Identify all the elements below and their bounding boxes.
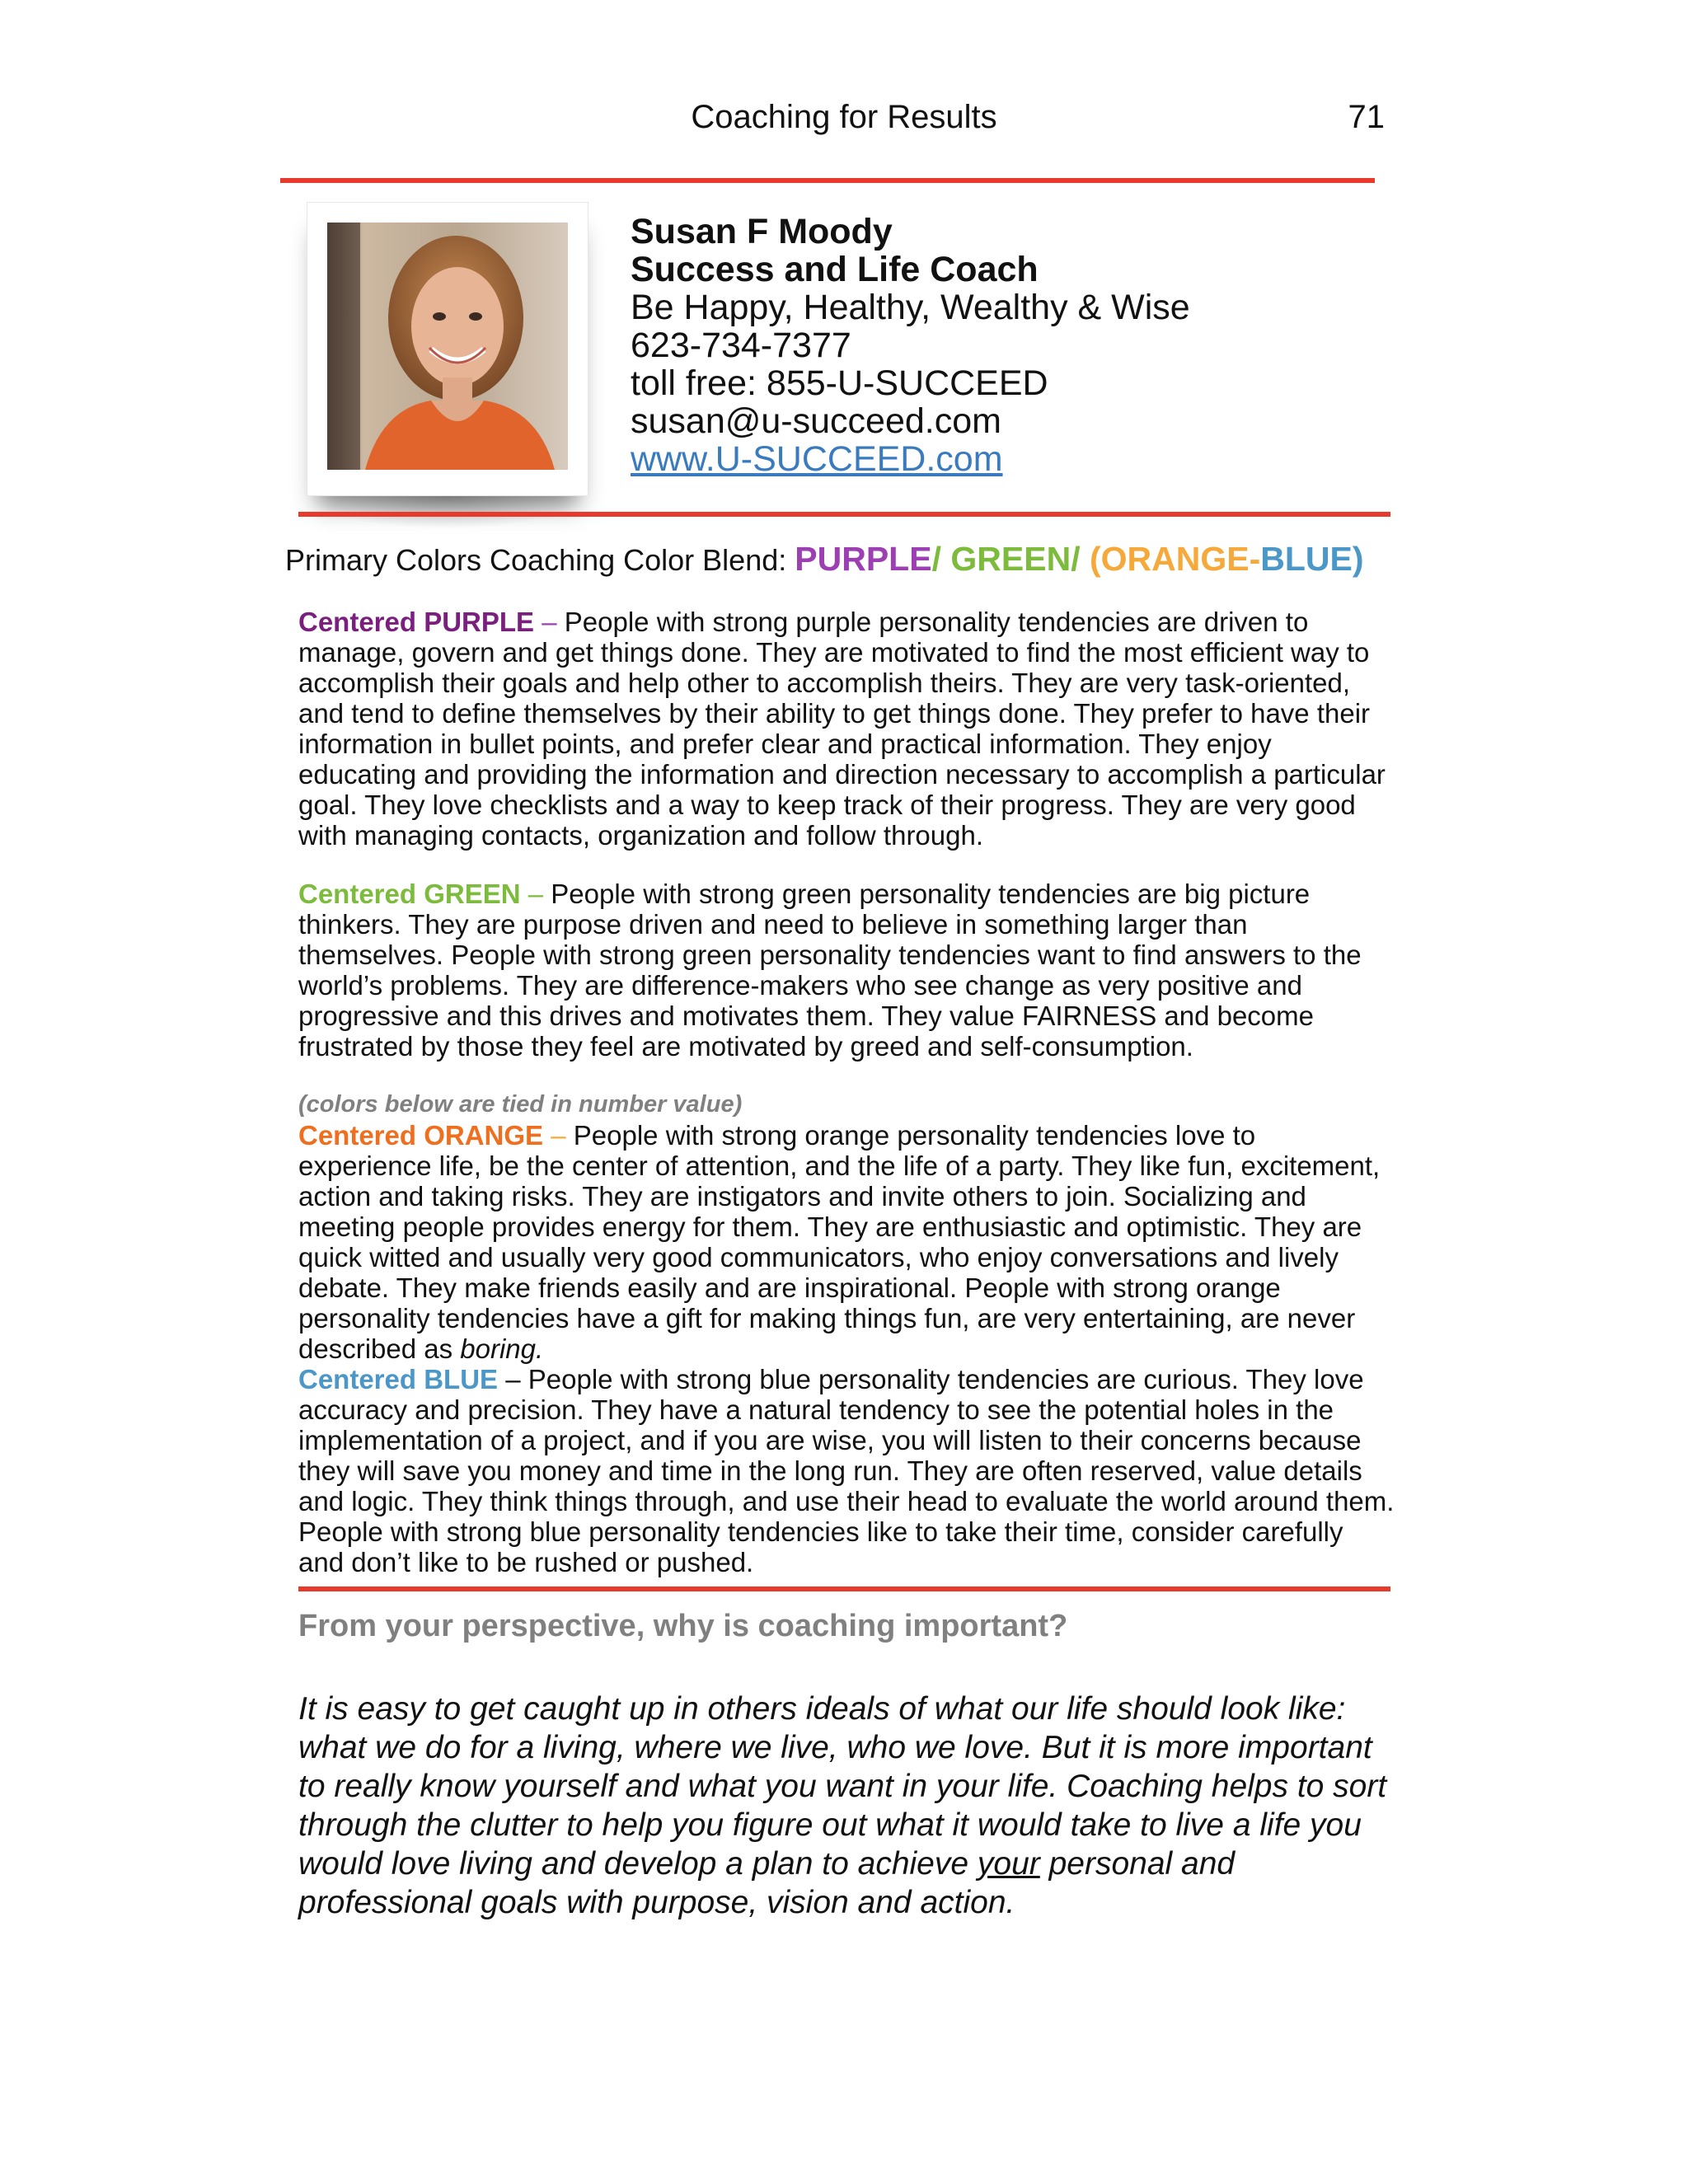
tie-note: (colors below are tied in number value)	[298, 1091, 743, 1118]
section-rule	[298, 1586, 1390, 1591]
orange-paragraph	[298, 1120, 1395, 1364]
orange-dash: –	[543, 1120, 574, 1151]
profile-photo-frame	[307, 202, 588, 496]
purple-paragraph	[298, 607, 1395, 851]
interview-answer	[298, 1690, 1395, 1922]
coach-role: Success and Life Coach	[631, 250, 1039, 289]
profile-photo	[307, 203, 588, 495]
coach-phone: 623-734-7377	[631, 326, 851, 365]
purple-heading: Centered PURPLE	[298, 607, 535, 637]
blend-open-paren: (	[1089, 540, 1101, 578]
orange-emphasis: boring.	[460, 1333, 544, 1364]
blend-slash: /	[931, 540, 951, 578]
green-heading: Centered GREEN	[298, 879, 521, 909]
blue-text: People with strong blue personality tendencies are curious. They love accuracy and precision. They have a natural tendency to see the potential holes in the implementation of a project, and if you are wise, you will listen to their concerns because they will save you money and time in the long run. They are often reserved, value details and logic. They think things through, and use their head to evaluate the world around them. People with strong blue personality tendencies like to take their time, consider carefully and don’t like to be rushed or pushed.	[298, 1364, 1395, 1577]
answer-text-part1: It is easy to get caught up in others ideals of what our life should look like: what we do for a living, where we live, who we love. But it is more important to really know yourself and what you want in your life. Coaching helps to sort through the clutter to help you figure out what it would take to live a life you would love living and develop a plan to achieve	[298, 1691, 1387, 1882]
green-dash: –	[520, 879, 551, 909]
blend-purple: PURPLE	[795, 540, 932, 578]
blend-dash: -	[1249, 540, 1261, 578]
answer-text-part2: personal and professional goals with purpose, vision and action.	[298, 1846, 1236, 1920]
coach-name: Susan F Moody	[631, 212, 893, 251]
header-rule	[280, 178, 1375, 183]
answer-underlined-word: your	[977, 1846, 1040, 1882]
blue-paragraph	[298, 1364, 1395, 1577]
orange-text: People with strong orange personality tendencies love to experience life, be the center of attention, and the life of a party. They like fun, excitement, action and taking risks. They are instigators and invite others to join. Socializing and meeting people provides energy for them. They are enthusiastic and optimistic. They are quick witted and usually very good communicators, who enjoy conversations and lively debate. They make friends easily and are inspirational. People with strong orange personality tendencies have a gift for making things fun, are very entertaining, are never described as	[298, 1120, 1381, 1364]
blend-orange: ORANGE	[1100, 540, 1250, 578]
blend-blue: BLUE	[1260, 540, 1353, 578]
purple-section	[298, 607, 1395, 851]
blue-heading: Centered BLUE	[298, 1364, 499, 1394]
page-number: 71	[1348, 99, 1385, 135]
coach-website-link[interactable]: www.U-SUCCEED.com	[631, 439, 1003, 479]
blend-slash: /	[1071, 540, 1090, 578]
orange-heading: Centered ORANGE	[298, 1120, 544, 1151]
tied-colors-section	[298, 1090, 1395, 1577]
green-text: People with strong green personality tendencies are big picture thinkers. They are purpose driven and need to believe in something larger than themselves. People with strong green personality tendencies want to find answers to the world’s problems. They are difference-makers who see change as very positive and progressive and this drives and motivates them. They value FAIRNESS and become frustrated by those they feel are motivated by greed and self-consumption.	[298, 879, 1362, 1062]
profile-rule	[298, 512, 1390, 517]
coach-toll-free: toll free: 855-U-SUCCEED	[631, 363, 1048, 403]
purple-dash: –	[534, 607, 565, 637]
green-section	[298, 879, 1395, 1062]
blend-close-paren: )	[1352, 540, 1364, 578]
coach-email[interactable]: susan@u-succeed.com	[631, 401, 1001, 441]
running-header-title: Coaching for Results	[691, 99, 997, 135]
contact-card	[631, 213, 1372, 478]
interview-question: From your perspective, why is coaching important?	[298, 1609, 1068, 1643]
coach-tagline: Be Happy, Healthy, Wealthy & Wise	[631, 288, 1190, 327]
blend-green: GREEN	[950, 540, 1071, 578]
green-paragraph	[298, 879, 1395, 1062]
blue-dash: –	[498, 1364, 528, 1394]
color-blend-line	[285, 537, 1390, 582]
purple-text: People with strong purple personality tendencies are driven to manage, govern and get things done. They are motivated to find the most efficient way to accomplish their goals and help other to accomplish theirs. They are very task-oriented, and tend to define themselves by their ability to get things done. They prefer to have their information in bullet points, and prefer clear and practical information. They enjoy educating and providing the information and direction necessary to accomplish a particular goal. They love checklists and a way to keep track of their progress. They are very good with managing contacts, organization and follow through.	[298, 607, 1386, 851]
color-blend-label: Primary Colors Coaching Color Blend:	[285, 543, 787, 577]
